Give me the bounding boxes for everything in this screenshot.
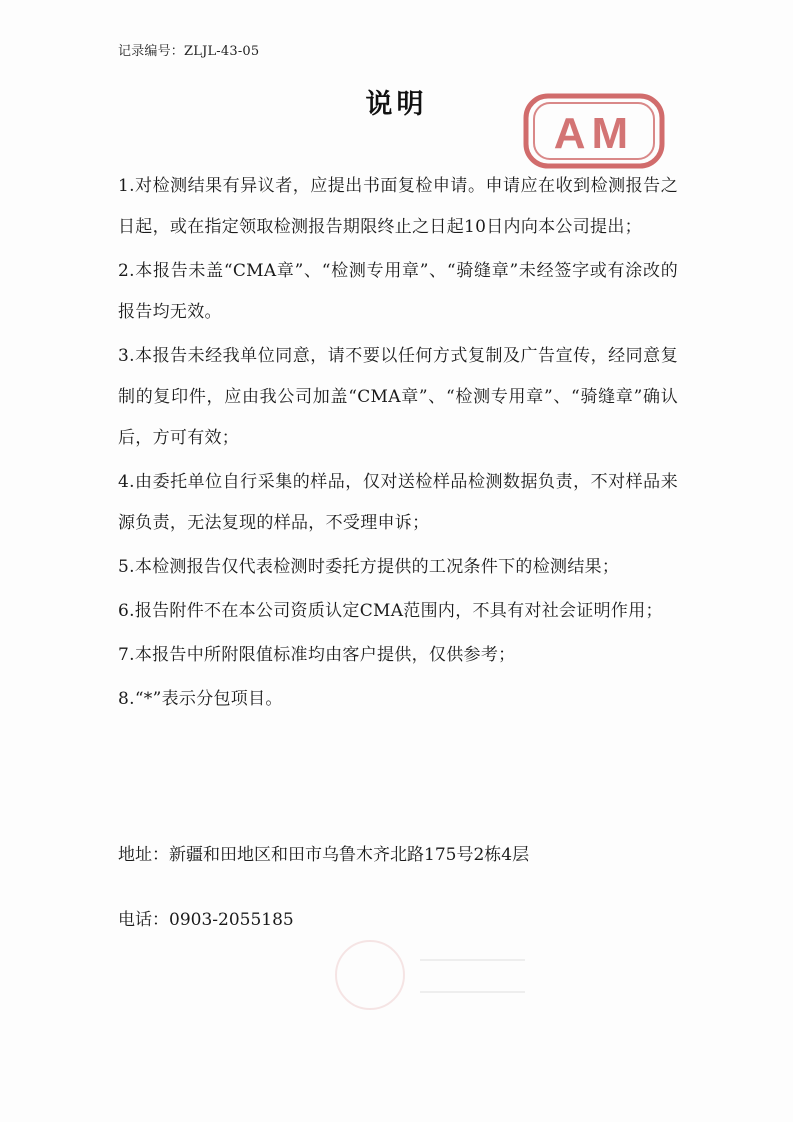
company-phone: 电话：0903-2055185 <box>118 910 294 930</box>
notice-item-6: 6.报告附件不在本公司资质认定CMA范围内，不具有对社会证明作用； <box>118 601 663 621</box>
cma-stamp-logo <box>520 90 668 172</box>
notice-item-4: 4.由委托单位自行采集的样品，仅对送检样品检测数据负责，不对样品来源负责，无法复现的样品，不受理申诉； <box>118 472 678 533</box>
notice-item-1: 1.对检测结果有异议者，应提出书面复检申请。申请应在收到检测报告之日起，或在指定领取检测报告期限终止之日起10日内向本公司提出； <box>118 176 678 237</box>
record-number: 记录编号：ZLJL-43-05 <box>118 44 260 59</box>
notice-item-3: 3.本报告未经我单位同意，请不要以任何方式复制及广告宣传，经同意复制的复印件，应由我公司加盖“CMA章”、“检测专用章”、“骑缝章”确认后，方可有效； <box>118 346 678 448</box>
notice-item-5: 5.本检测报告仅代表检测时委托方提供的工况条件下的检测结果； <box>118 557 620 577</box>
company-address: 地址：新疆和田地区和田市乌鲁木齐北路175号2栋4层 <box>118 845 530 865</box>
notice-item-2: 2.本报告未盖“CMA章”、“检测专用章”、“骑缝章”未经签字或有涂改的报告均无效。 <box>118 261 678 322</box>
notice-item-8: 8.“*”表示分包项目。 <box>118 689 283 709</box>
faint-seal-watermark <box>330 930 530 1020</box>
page-title: 说明 <box>365 89 428 120</box>
svg-text:AM: AM <box>553 109 635 158</box>
notice-item-7: 7.本报告中所附限值标准均由客户提供，仅供参考； <box>118 645 516 665</box>
notice-list <box>118 166 678 723</box>
